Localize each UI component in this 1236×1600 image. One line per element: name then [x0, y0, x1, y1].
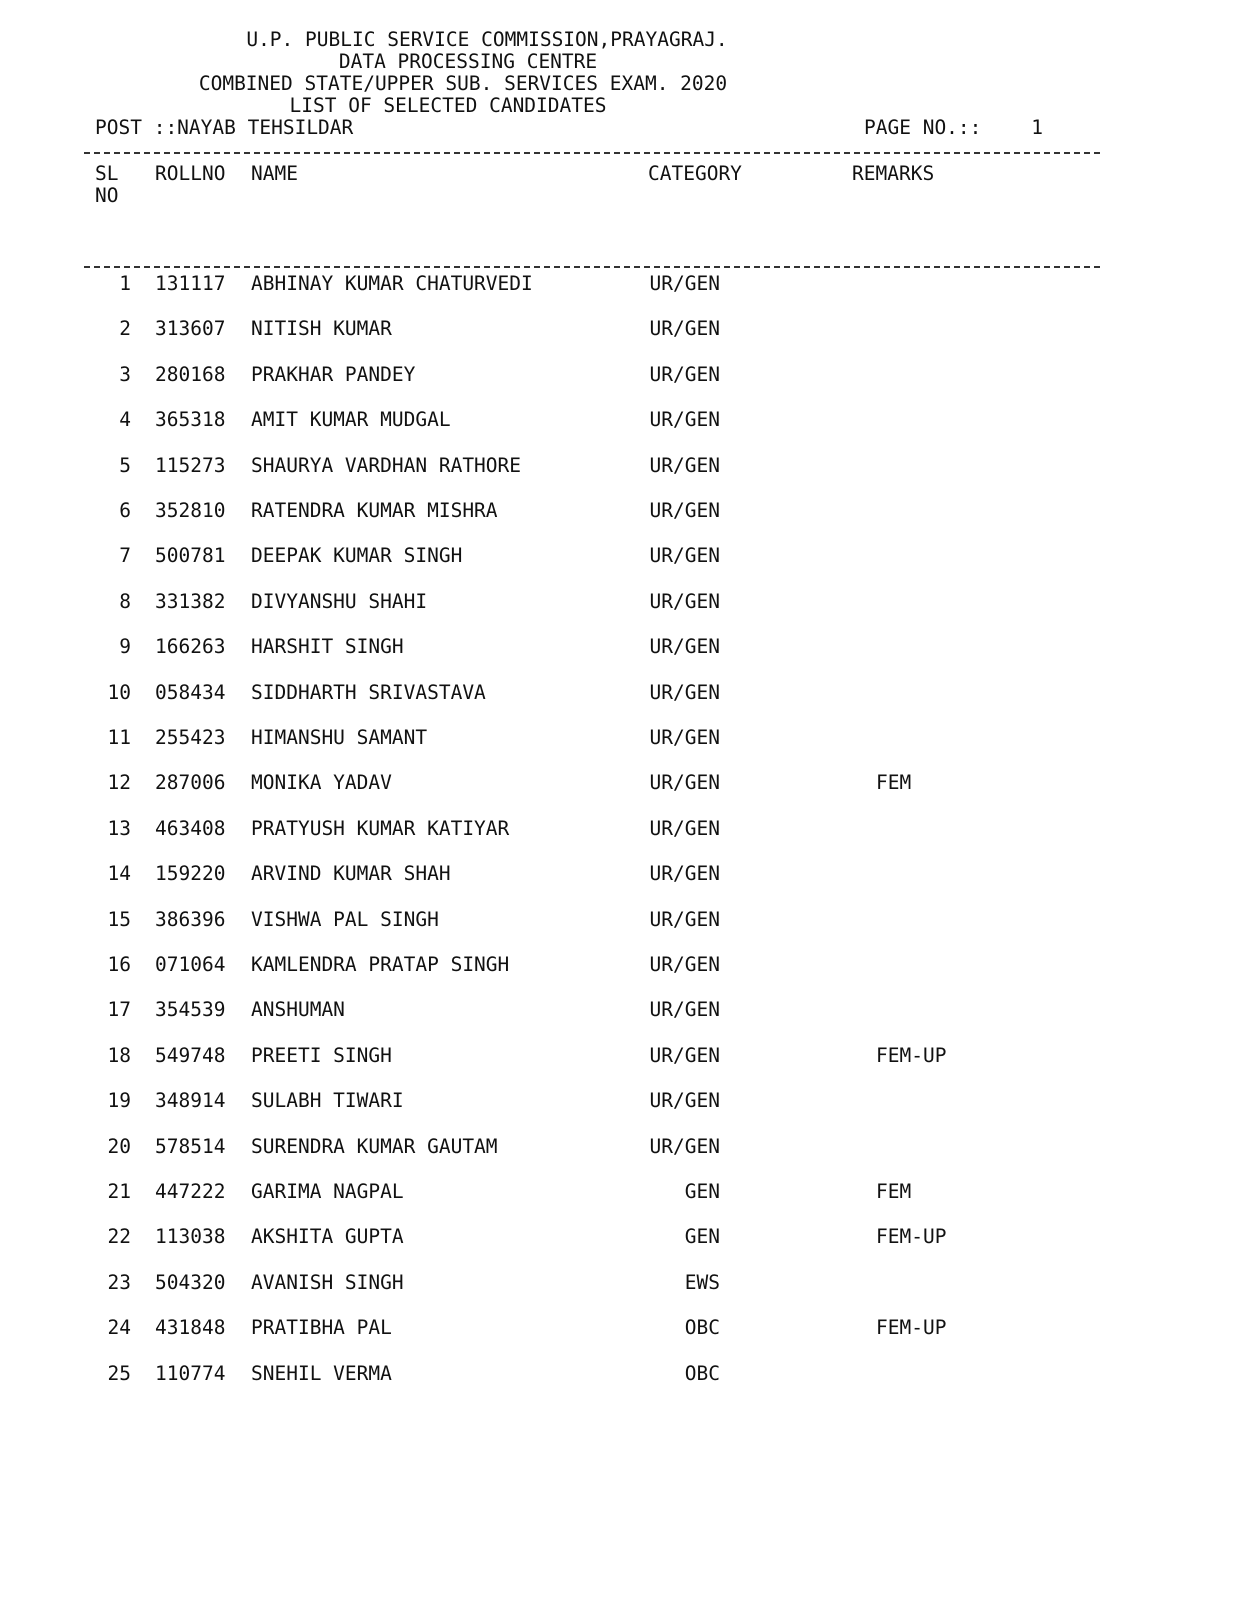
row-rollno: 113038 [155, 1225, 226, 1249]
row-sl: 11 [107, 726, 131, 749]
row-sl: 19 [107, 1089, 131, 1113]
row-sl: 17 [107, 998, 131, 1022]
row-rollno: 058434 [155, 680, 226, 704]
row-sl: 5 [119, 453, 131, 477]
row-rollno: 331382 [155, 589, 226, 613]
row-category: UR/GEN [649, 1043, 720, 1067]
row-rollno: 504320 [155, 1270, 226, 1294]
row-category: GEN [684, 1180, 720, 1203]
row-remarks: FEM-UP [876, 1225, 947, 1249]
row-name: PREETI SINGH [251, 1043, 392, 1067]
col-category: CATEGORY [648, 162, 742, 185]
row-category: UR/GEN [649, 635, 720, 659]
row-name: VISHWA PAL SINGH [251, 907, 439, 931]
row-remarks: FEM [876, 771, 912, 795]
row-sl: 8 [119, 589, 131, 613]
row-sl: 22 [107, 1225, 131, 1249]
row-name: ABHINAY KUMAR CHATURVEDI [251, 272, 533, 295]
row-rollno: 549748 [155, 1043, 226, 1067]
row-category: UR/GEN [649, 680, 720, 704]
row-rollno: 287006 [155, 771, 226, 795]
row-category: UR/GEN [649, 771, 720, 795]
table-rule [84, 266, 1100, 268]
col-rollno: ROLLNO [155, 162, 226, 185]
col-sl: SL [95, 162, 119, 185]
row-category: UR/GEN [649, 907, 720, 931]
col-remarks: REMARKS [852, 162, 935, 185]
row-name: SIDDHARTH SRIVASTAVA [251, 680, 486, 704]
row-sl: 16 [107, 953, 131, 976]
row-name: NITISH KUMAR [251, 317, 392, 341]
row-category: OBC [684, 1316, 720, 1340]
row-rollno: 386396 [155, 907, 226, 931]
row-sl: 6 [119, 499, 131, 522]
col-sl-no: NO [95, 184, 119, 207]
org-title: U.P. PUBLIC SERVICE COMMISSION,PRAYAGRAJ. [246, 28, 728, 51]
row-category: UR/GEN [649, 1089, 720, 1113]
row-category: UR/GEN [649, 816, 720, 840]
row-sl: 2 [119, 317, 131, 341]
row-category: UR/GEN [649, 998, 720, 1022]
row-name: ANSHUMAN [251, 998, 345, 1022]
row-category: UR/GEN [649, 953, 720, 976]
row-remarks: FEM-UP [876, 1043, 947, 1067]
row-rollno: 352810 [155, 499, 226, 522]
row-name: PRAKHAR PANDEY [251, 362, 416, 386]
row-remarks: FEM [876, 1180, 912, 1203]
row-name: KAMLENDRA PRATAP SINGH [251, 953, 510, 976]
row-rollno: 447222 [155, 1180, 226, 1203]
row-sl: 20 [107, 1134, 131, 1158]
row-category: UR/GEN [649, 589, 720, 613]
row-category: UR/GEN [649, 317, 720, 341]
row-name: RATENDRA KUMAR MISHRA [251, 499, 498, 522]
row-name: DIVYANSHU SHAHI [251, 589, 428, 613]
page-label: PAGE NO.:: [864, 116, 982, 139]
row-rollno: 071064 [155, 953, 226, 976]
row-sl: 4 [119, 408, 131, 432]
row-sl: 1 [119, 272, 131, 295]
row-sl: 9 [119, 635, 131, 659]
row-name: AKSHITA GUPTA [251, 1225, 404, 1249]
row-sl: 23 [107, 1270, 131, 1294]
row-category: UR/GEN [649, 862, 720, 886]
row-name: AMIT KUMAR MUDGAL [251, 408, 451, 432]
row-name: PRATIBHA PAL [251, 1316, 392, 1340]
row-sl: 14 [107, 862, 131, 886]
header-rule [84, 152, 1100, 154]
row-name: SHAURYA VARDHAN RATHORE [251, 453, 522, 477]
row-rollno: 166263 [155, 635, 226, 659]
row-sl: 13 [107, 816, 131, 840]
row-sl: 10 [107, 680, 131, 704]
row-sl: 21 [107, 1180, 131, 1203]
centre-title: DATA PROCESSING CENTRE [338, 50, 598, 73]
row-name: SULABH TIWARI [251, 1089, 404, 1113]
row-category: UR/GEN [649, 408, 720, 432]
row-name: SURENDRA KUMAR GAUTAM [251, 1134, 498, 1158]
list-title: LIST OF SELECTED CANDIDATES [289, 94, 607, 117]
row-sl: 12 [107, 771, 131, 795]
exam-title: COMBINED STATE/UPPER SUB. SERVICES EXAM. 2020 [198, 72, 728, 95]
page-number: 1 [1031, 116, 1043, 139]
row-sl: 25 [107, 1361, 131, 1385]
row-category: UR/GEN [649, 1134, 720, 1158]
row-rollno: 365318 [155, 408, 226, 432]
row-category: UR/GEN [649, 544, 720, 568]
row-category: OBC [684, 1361, 720, 1385]
post-label: POST ::NAYAB TEHSILDAR [95, 116, 354, 139]
row-sl: 7 [119, 544, 131, 568]
row-sl: 15 [107, 907, 131, 931]
row-name: GARIMA NAGPAL [251, 1180, 404, 1203]
row-category: UR/GEN [649, 499, 720, 522]
row-name: AVANISH SINGH [251, 1270, 404, 1294]
row-rollno: 115273 [155, 453, 226, 477]
row-sl: 3 [119, 362, 131, 386]
row-rollno: 255423 [155, 726, 226, 749]
row-name: HARSHIT SINGH [251, 635, 404, 659]
row-name: HIMANSHU SAMANT [251, 726, 428, 749]
row-category: EWS [684, 1270, 720, 1294]
row-rollno: 280168 [155, 362, 226, 386]
row-rollno: 348914 [155, 1089, 226, 1113]
row-rollno: 159220 [155, 862, 226, 886]
row-rollno: 463408 [155, 816, 226, 840]
row-category: UR/GEN [649, 726, 720, 749]
row-rollno: 500781 [155, 544, 226, 568]
row-name: MONIKA YADAV [251, 771, 392, 795]
row-sl: 18 [107, 1043, 131, 1067]
row-category: UR/GEN [649, 453, 720, 477]
row-rollno: 313607 [155, 317, 226, 341]
row-rollno: 131117 [155, 272, 226, 295]
row-sl: 24 [107, 1316, 131, 1340]
row-category: UR/GEN [649, 272, 720, 295]
row-name: DEEPAK KUMAR SINGH [251, 544, 463, 568]
row-name: ARVIND KUMAR SHAH [251, 862, 451, 886]
row-rollno: 354539 [155, 998, 226, 1022]
row-name: SNEHIL VERMA [251, 1361, 392, 1385]
row-category: UR/GEN [649, 362, 720, 386]
row-remarks: FEM-UP [876, 1316, 947, 1340]
row-rollno: 110774 [155, 1361, 226, 1385]
row-rollno: 578514 [155, 1134, 226, 1158]
col-name: NAME [251, 162, 298, 185]
row-name: PRATYUSH KUMAR KATIYAR [251, 816, 510, 840]
row-rollno: 431848 [155, 1316, 226, 1340]
row-category: GEN [684, 1225, 720, 1249]
